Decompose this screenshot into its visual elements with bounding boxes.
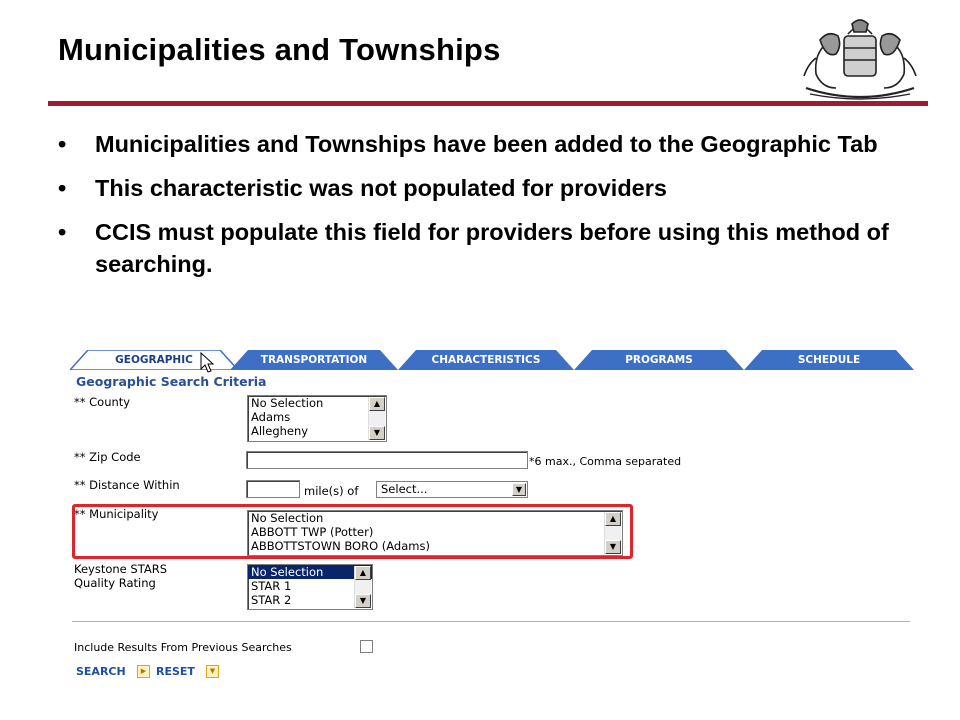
distance-label: ** Distance Within [74,478,180,492]
stars-scrollbar[interactable] [354,566,371,608]
zip-code-hint: *6 max., Comma separated [529,455,682,468]
municipality-listbox[interactable] [247,510,623,556]
search-button[interactable]: SEARCH [76,665,126,678]
municipality-option[interactable]: No Selection [251,511,324,525]
title-divider [48,101,928,106]
zip-code-label: ** Zip Code [74,450,141,464]
scroll-down-icon[interactable]: ▼ [355,594,371,608]
tab-schedule[interactable] [744,350,914,370]
pennsylvania-seal-logo [796,14,924,100]
distance-origin-select[interactable] [376,481,528,498]
zip-code-input[interactable] [246,451,528,469]
tab-label: GEOGRAPHIC [115,354,193,366]
municipality-option[interactable]: ABBOTTSTOWN BORO (Adams) [251,539,430,553]
bullet-dot-icon: • [58,175,67,201]
municipality-label: ** Municipality [74,507,159,521]
select-value: Select... [381,482,428,496]
tab-bar [66,348,914,372]
stars-label-line: Keystone STARS [74,562,167,576]
bullet-text: Municipalities and Townships have been added to the Geographic Tab [95,131,878,157]
arrow-down-icon[interactable]: ▼ [206,665,219,678]
county-option[interactable]: Adams [251,410,291,424]
search-criteria-heading: Geographic Search Criteria [76,374,267,389]
bullet-text: CCIS must populate this field for providers before using this method of searching. [95,219,889,277]
bullet-dot-icon: • [58,219,67,245]
county-option[interactable]: Allegheny [251,424,309,438]
tab-transportation[interactable] [230,350,398,370]
bullet-text: This characteristic was not populated for providers [95,175,667,201]
reset-button[interactable]: RESET [156,665,195,678]
scroll-up-icon[interactable]: ▲ [355,566,371,580]
stars-listbox[interactable] [247,564,373,610]
bullet-dot-icon: • [58,131,67,157]
stars-label-line: Quality Rating [74,576,156,590]
bullet-item [58,172,898,204]
stars-option[interactable]: STAR 2 [251,593,292,607]
municipality-option[interactable]: ABBOTT TWP (Potter) [251,525,374,539]
county-scrollbar[interactable] [368,397,385,440]
county-listbox[interactable] [247,395,387,442]
scroll-down-icon[interactable]: ▼ [369,426,385,440]
tab-label: CHARACTERISTICS [431,354,541,366]
arrow-right-icon[interactable]: ▶ [137,665,150,678]
scroll-up-icon[interactable]: ▲ [605,512,621,526]
county-option[interactable]: No Selection [251,396,324,410]
mouse-cursor-icon [200,352,216,374]
form-divider [72,621,910,622]
distance-input[interactable] [246,480,300,498]
county-label: ** County [74,395,131,409]
tab-label: SCHEDULE [797,354,861,366]
search-form-screenshot [66,344,914,684]
distance-unit-label: mile(s) of [304,484,359,498]
stars-option-selected[interactable]: No Selection [248,565,372,579]
scroll-up-icon[interactable]: ▲ [369,397,385,411]
slide-title: Municipalities and Townships [58,32,501,67]
stars-option[interactable]: STAR 1 [251,579,292,593]
tab-label: TRANSPORTATION [260,354,368,366]
stars-label [74,562,167,590]
bullet-list [58,128,898,292]
bullet-item [58,216,898,280]
include-previous-label: Include Results From Previous Searches [74,641,292,654]
municipality-scrollbar[interactable] [604,512,621,554]
tab-label: PROGRAMS [625,354,693,366]
bullet-item [58,128,898,160]
tab-characteristics[interactable] [398,350,574,370]
tab-programs[interactable] [574,350,744,370]
scroll-down-icon[interactable]: ▼ [605,540,621,554]
include-previous-checkbox[interactable] [360,640,373,653]
chevron-down-icon[interactable]: ▼ [512,483,526,496]
